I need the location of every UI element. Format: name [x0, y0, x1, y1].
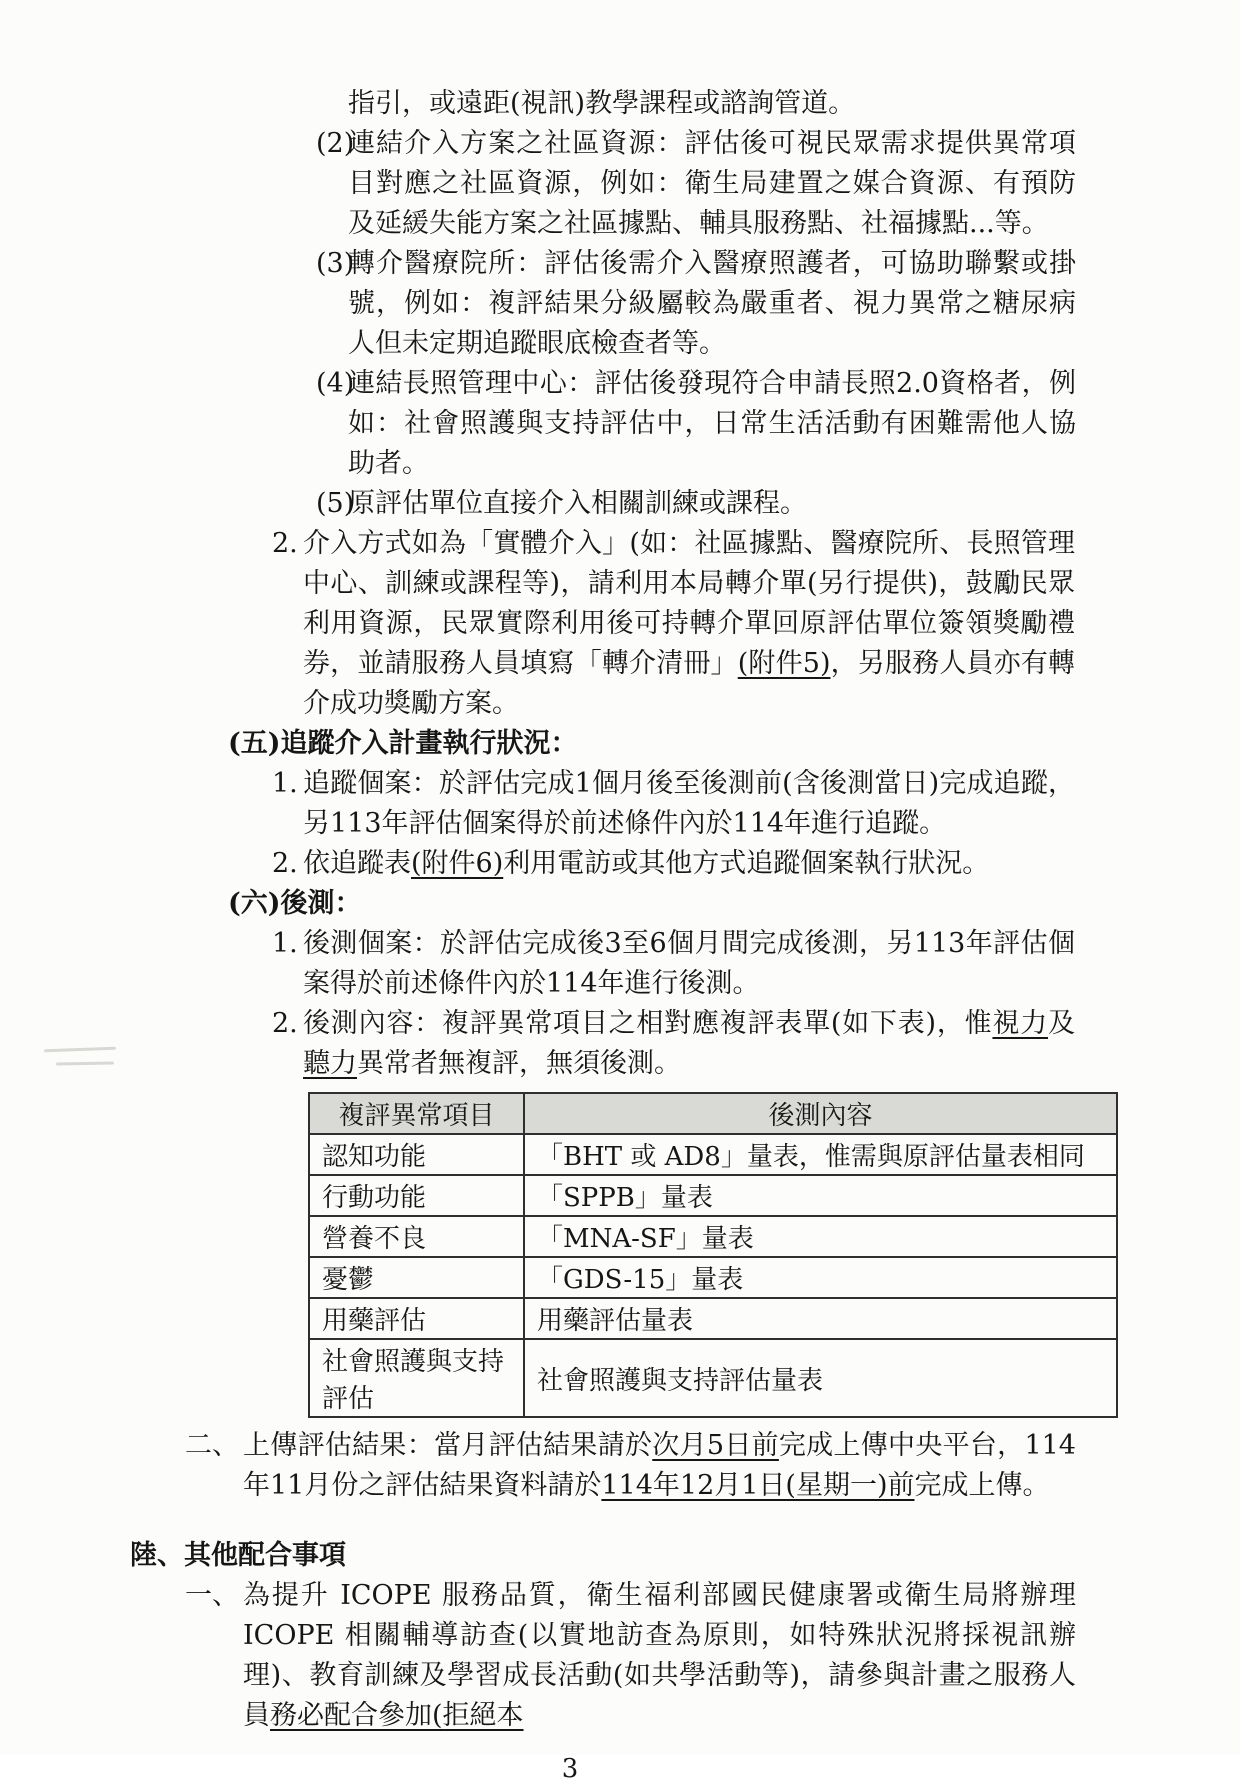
- paragraph-text: 後測內容：複評異常項目之相對應複評表單(如下表)，惟視力及聽力異常者無複評，無須後測。: [303, 1008, 1076, 1079]
- table-row: [309, 1216, 1117, 1257]
- table-cell: 用藥評估: [309, 1298, 524, 1339]
- table-cell: 行動功能: [309, 1175, 524, 1216]
- list-marker: 二、: [185, 1430, 239, 1461]
- table-row: [309, 1257, 1117, 1298]
- table-cell: 「BHT 或 AD8」量表，惟需與原評估量表相同: [524, 1134, 1117, 1175]
- posttest-table: [308, 1092, 1118, 1418]
- page-number: 3: [561, 1754, 579, 1784]
- heading-text: (五)追蹤介入計畫執行狀況：: [228, 728, 578, 759]
- table-cell: 用藥評估量表: [524, 1298, 1117, 1339]
- section-heading-6-posttest: [228, 884, 1076, 924]
- scan-artifact: [56, 1061, 114, 1065]
- paragraph-text: 追蹤個案：於評估完成1個月後至後測前(含後測當日)完成追蹤，另113年評估個案得於前述條件內於114年進行追蹤。: [303, 768, 1075, 839]
- table-row: [309, 1134, 1117, 1175]
- continuation-line: [348, 84, 1076, 124]
- list-marker: 2.: [272, 528, 298, 559]
- table-cell: 憂鬱: [309, 1257, 524, 1298]
- list-item-4: [316, 364, 1076, 484]
- list-marker: 2.: [272, 848, 298, 879]
- table-cell: 「GDS-15」量表: [524, 1257, 1117, 1298]
- posttest-item-1: [272, 924, 1075, 1004]
- icope-quality-item: [185, 1576, 1076, 1736]
- list-marker: (4): [316, 368, 355, 399]
- list-item-5: [316, 484, 1076, 524]
- heading-text: (六)後測：: [228, 888, 362, 919]
- list-marker: 2.: [272, 1008, 298, 1039]
- paragraph-text: 依追蹤表(附件6)利用電訪或其他方式追蹤個案執行狀況。: [303, 848, 990, 879]
- list-item-2: [316, 124, 1076, 244]
- paragraph-text: 介入方式如為「實體介入」(如：社區據點、醫療院所、長照管理中心、訓練或課程等)，請利用本局轉介單(另行提供)，鼓勵民眾利用資源，民眾實際利用後可持轉介單回原評估單位簽領獎勵禮券，並請服務人員填寫「轉介清冊」(附件5)，另服務人員亦有轉介成功獎勵方案。: [303, 528, 1076, 719]
- list-marker: 一、: [185, 1580, 239, 1611]
- list-item-3: [316, 244, 1076, 364]
- table-cell: 「SPPB」量表: [524, 1175, 1117, 1216]
- paragraph-text: 上傳評估結果：當月評估結果請於次月5日前完成上傳中央平台，114年11月份之評估結果資料請於114年12月1日(星期一)前完成上傳。: [243, 1430, 1076, 1501]
- table-header-row: [309, 1093, 1117, 1134]
- list-marker: (5): [316, 488, 355, 519]
- heading-text: 陸、其他配合事項: [130, 1540, 346, 1571]
- table-cell: 社會照護與支持評估: [309, 1339, 524, 1417]
- list-marker: (3): [316, 248, 355, 279]
- scan-artifact: [44, 1047, 116, 1053]
- paragraph-text: 為提升 ICOPE 服務品質，衛生福利部國民健康署或衛生局將辦理 ICOPE 相關輔導訪查(以實地訪查為原則，如特殊狀況將採視訊辦理)、教育訓練及學習成長活動(如共學活動等)，請參與計畫之服務人員務必配合參加(拒絕本: [243, 1580, 1076, 1731]
- table-row: [309, 1339, 1117, 1417]
- list-marker: 1.: [272, 928, 298, 959]
- table-cell: 「MNA-SF」量表: [524, 1216, 1117, 1257]
- list-marker: 1.: [272, 768, 298, 799]
- paragraph-text: 後測個案：於評估完成後3至6個月間完成後測，另113年評估個案得於前述條件內於114年進行後測。: [303, 928, 1075, 999]
- list-item-physical-intervention: [272, 524, 1076, 724]
- tracking-item-1: [272, 764, 1075, 844]
- paragraph-text: 連結長照管理中心：評估後發現符合申請長照2.0資格者，例如：社會照護與支持評估中，日常生活活動有困難需他人協助者。: [348, 368, 1076, 479]
- paragraph-text: 指引，或遠距(視訊)教學課程或諮詢管道。: [348, 88, 856, 119]
- table-cell: 營養不良: [309, 1216, 524, 1257]
- table-header-posttest-content: 後測內容: [524, 1093, 1117, 1134]
- paragraph-text: 連結介入方案之社區資源：評估後可視民眾需求提供異常項目對應之社區資源，例如：衛生局建置之媒合資源、有預防及延緩失能方案之社區據點、輔具服務點、社福據點...等。: [348, 128, 1076, 239]
- table-header-abnormal-item: 複評異常項目: [309, 1093, 524, 1134]
- section-heading-5-tracking: [228, 724, 1076, 764]
- paragraph-text: 原評估單位直接介入相關訓練或課程。: [348, 488, 807, 519]
- table-cell: 社會照護與支持評估量表: [524, 1339, 1117, 1417]
- table-row: [309, 1175, 1117, 1216]
- upload-results-item: [185, 1426, 1076, 1506]
- paragraph-text: 轉介醫療院所：評估後需介入醫療照護者，可協助聯繫或掛號，例如：複評結果分級屬較為嚴重者、視力異常之糖尿病人但未定期追蹤眼底檢查者等。: [348, 248, 1076, 359]
- table-row: [309, 1298, 1117, 1339]
- tracking-item-2: [272, 844, 1075, 884]
- section-heading-other-matters: [130, 1536, 1076, 1576]
- posttest-item-2: [272, 1004, 1076, 1084]
- table-cell: 認知功能: [309, 1134, 524, 1175]
- list-marker: (2): [316, 128, 355, 159]
